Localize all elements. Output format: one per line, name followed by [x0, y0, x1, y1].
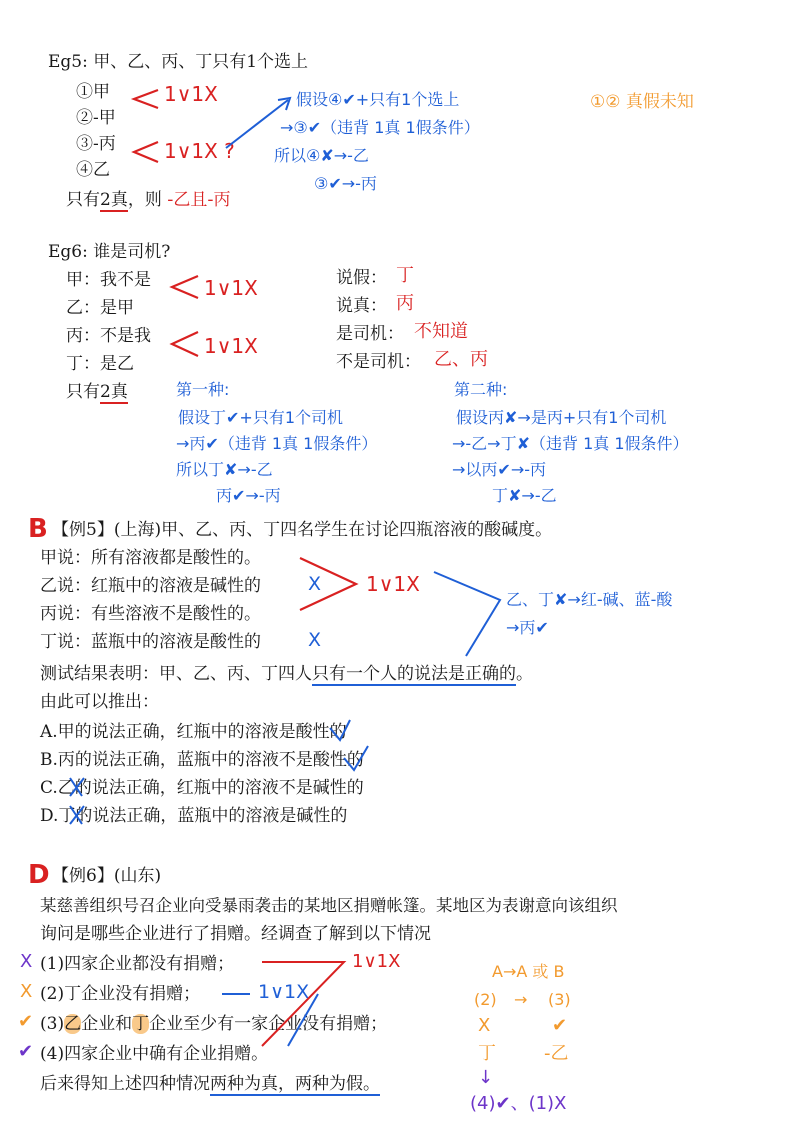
eg5-item-4: ④乙 [76, 160, 110, 180]
ex6-paragraph-2: 询问是哪些企业进行了捐赠。经调查了解到以下情况 [40, 924, 431, 944]
ex5-result-underlined: 只有一个人的说法是正确的 [312, 664, 516, 684]
ex6-side-row1-right: (3) [548, 990, 571, 1009]
ex6-side-result: (4)✔、(1)X [470, 1093, 567, 1114]
ex6-final-underlined: 两种为真，两种为假。 [210, 1074, 380, 1094]
ex5-x-mark-ding: X [308, 629, 322, 651]
eg6-only-2: 2真 [100, 382, 128, 402]
ex6-item-3-end: 企业至少有一家企业没有捐赠； [149, 1014, 388, 1034]
ex6-side-row3-left: 丁 [478, 1043, 496, 1064]
ex6-item-3-number: (3) [40, 1014, 65, 1034]
eg5-bracket-1 [134, 90, 158, 108]
eg6-case2-title: 第二种: [454, 380, 508, 399]
ex6-final-prefix: 后来得知上述四种情况 [40, 1074, 210, 1094]
eg6-bracket-1 [172, 276, 198, 298]
eg6-value-false: 丁 [396, 265, 414, 286]
eg6-statement-3: 丙：不是我 [66, 326, 151, 346]
ex6-answer-letter: D [28, 860, 50, 890]
ex5-result-suffix: 。 [516, 664, 533, 684]
eg5-title: Eg5: 甲、乙、丙、丁只有1个选上 [48, 52, 309, 72]
eg6-title: Eg6: 谁是司机? [48, 242, 171, 262]
eg5-reason-2: →③✔（违背 1真 1假条件） [280, 118, 480, 137]
ex6-item-3-ding: 丁 [132, 1014, 150, 1034]
eg6-case2-line-4: 丁✘→-乙 [492, 486, 557, 505]
eg5-bracket-2 [134, 142, 158, 162]
eg6-value-not-driver: 乙、丙 [434, 349, 488, 370]
eg6-case1-line-3: 所以丁✘→-乙 [176, 460, 273, 479]
ex5-option-c: C.乙的说法正确，红瓶中的溶液不是碱性的 [40, 778, 364, 798]
ex5-chevron [434, 572, 500, 656]
eg5-conclusion-red: -乙且-丙 [167, 190, 231, 210]
ex6-mark-2: X [20, 981, 33, 1002]
ex6-item-3-yi: 乙 [64, 1014, 82, 1034]
eg6-case1-line-1: 假设丁✔+只有1个司机 [178, 408, 343, 427]
eg5-reason-4: ③✔→-丙 [314, 174, 377, 193]
ex6-side-title: A→A 或 B [492, 962, 565, 981]
ex5-option-b: B.丙的说法正确，蓝瓶中的溶液不是酸性的 [40, 750, 364, 770]
ex5-statement-2: 乙说：红瓶中的溶液是碱性的 [40, 576, 261, 596]
ex5-statement-3: 丙说：有些溶液不是酸性的。 [40, 604, 261, 624]
eg5-item-3: ③-丙 [76, 134, 116, 154]
eg6-statement-1: 甲：我不是 [66, 270, 151, 290]
eg5-arrow-line [226, 100, 288, 148]
eg6-case2-line-3: →以丙✔→-丙 [452, 460, 546, 479]
ex5-option-d: D.丁的说法正确，蓝瓶中的溶液是碱性的 [40, 806, 348, 826]
ex6-side-row1-left: (2) [474, 990, 497, 1009]
eg6-case2-line-1: 假设丙✘→是丙+只有1个司机 [456, 408, 667, 427]
ex5-statement-4: 丁说：蓝瓶中的溶液是酸性的 [40, 632, 261, 652]
ex5-right-note-2: →丙✔ [506, 618, 549, 637]
ex5-option-a: A.甲的说法正确，红瓶中的溶液是酸性的 [40, 722, 347, 742]
eg6-case1-line-4: 丙✔→-丙 [216, 486, 281, 505]
ex6-note-red: 1∨1X [352, 951, 401, 972]
ex6-item-3 [40, 1014, 387, 1034]
eg6-only-prefix: 只有 [66, 382, 100, 402]
ex5-result [40, 664, 533, 684]
eg6-pair1-note: 1∨1X [204, 276, 258, 300]
ex5-result-prefix: 测试结果表明：甲、乙、丙、丁四人 [40, 664, 312, 684]
eg6-bracket-2 [172, 332, 198, 356]
eg5-pair1-note: 1∨1X [164, 82, 218, 106]
eg5-conclusion-prefix: 只有 [66, 190, 100, 210]
eg5-reason-3: 所以④✘→-乙 [274, 146, 369, 165]
eg6-statement-2: 乙：是甲 [66, 298, 134, 318]
ex6-note-blue: 1∨1X [258, 981, 310, 1003]
ex6-item-2: (2)丁企业没有捐赠； [40, 984, 201, 1004]
ex6-mark-4: ✔ [18, 1041, 34, 1062]
ex5-answer-letter: B [28, 514, 48, 544]
ex5-pair-note: 1∨1X [366, 572, 420, 596]
eg5-item-1: ①甲 [76, 82, 110, 102]
eg6-label-driver: 是司机： [336, 324, 404, 344]
ex5-infer: 由此可以推出： [40, 692, 159, 712]
eg5-conclusion-2: 2真 [100, 190, 128, 210]
ex6-title: 【例6】(山东) [52, 866, 162, 886]
eg5-orange-note: ①② 真假未知 [590, 92, 694, 112]
eg5-item-2: ②-甲 [76, 108, 116, 128]
ex6-paragraph-1: 某慈善组织号召企业向受暴雨袭击的某地区捐赠帐篷。某地区为表谢意向该组织 [40, 896, 618, 915]
ex5-x-mark-yi: X [308, 573, 322, 595]
ex6-item-3-mid: 企业和 [81, 1014, 133, 1034]
ex6-final [40, 1074, 380, 1094]
eg5-arrow-head [278, 98, 290, 110]
eg5-conclusion-mid: ，则 [127, 190, 162, 210]
eg6-pair2-note: 1∨1X [204, 334, 258, 358]
eg6-statement-4: 丁：是乙 [66, 354, 134, 374]
ex6-mark-3: ✔ [18, 1011, 34, 1032]
ex6-side-row3-right: -乙 [544, 1043, 569, 1064]
ex5-right-note-1: 乙、丁✘→红-碱、蓝-酸 [506, 590, 673, 609]
eg6-label-true: 说真： [336, 296, 387, 316]
eg6-value-driver: 不知道 [414, 321, 468, 342]
ex6-item-4: (4)四家企业中确有企业捐赠。 [40, 1044, 269, 1064]
eg6-label-false: 说假： [336, 268, 387, 288]
eg5-conclusion [66, 190, 231, 210]
eg5-reason-1: 假设④✔+只有1个选上 [296, 90, 460, 109]
eg6-case1-title: 第一种: [176, 380, 230, 399]
ex6-side-arrow: ↓ [478, 1067, 494, 1088]
eg6-case2-line-2: →-乙→丁✘（违背 1真 1假条件） [452, 434, 689, 453]
eg5-pair2-note: 1∨1X ? [164, 139, 235, 163]
ex5-title: 【例5】(上海)甲、乙、丙、丁四名学生在讨论四瓶溶液的酸碱度。 [52, 520, 553, 540]
ex5-statement-1: 甲说：所有溶液都是酸性的。 [40, 548, 261, 568]
ex6-item-1: (1)四家企业都没有捐赠； [40, 954, 235, 974]
ex6-side-row1-arrow: → [514, 990, 528, 1009]
eg6-label-not-driver: 不是司机： [336, 352, 421, 372]
ex6-side-row2-right: ✔ [552, 1015, 568, 1036]
ex6-mark-1: X [20, 951, 33, 972]
eg6-only-two [66, 382, 128, 402]
eg6-value-true: 丙 [396, 293, 414, 314]
eg6-case1-line-2: →丙✔（违背 1真 1假条件） [176, 434, 378, 453]
ex6-side-row2-left: X [478, 1015, 491, 1036]
